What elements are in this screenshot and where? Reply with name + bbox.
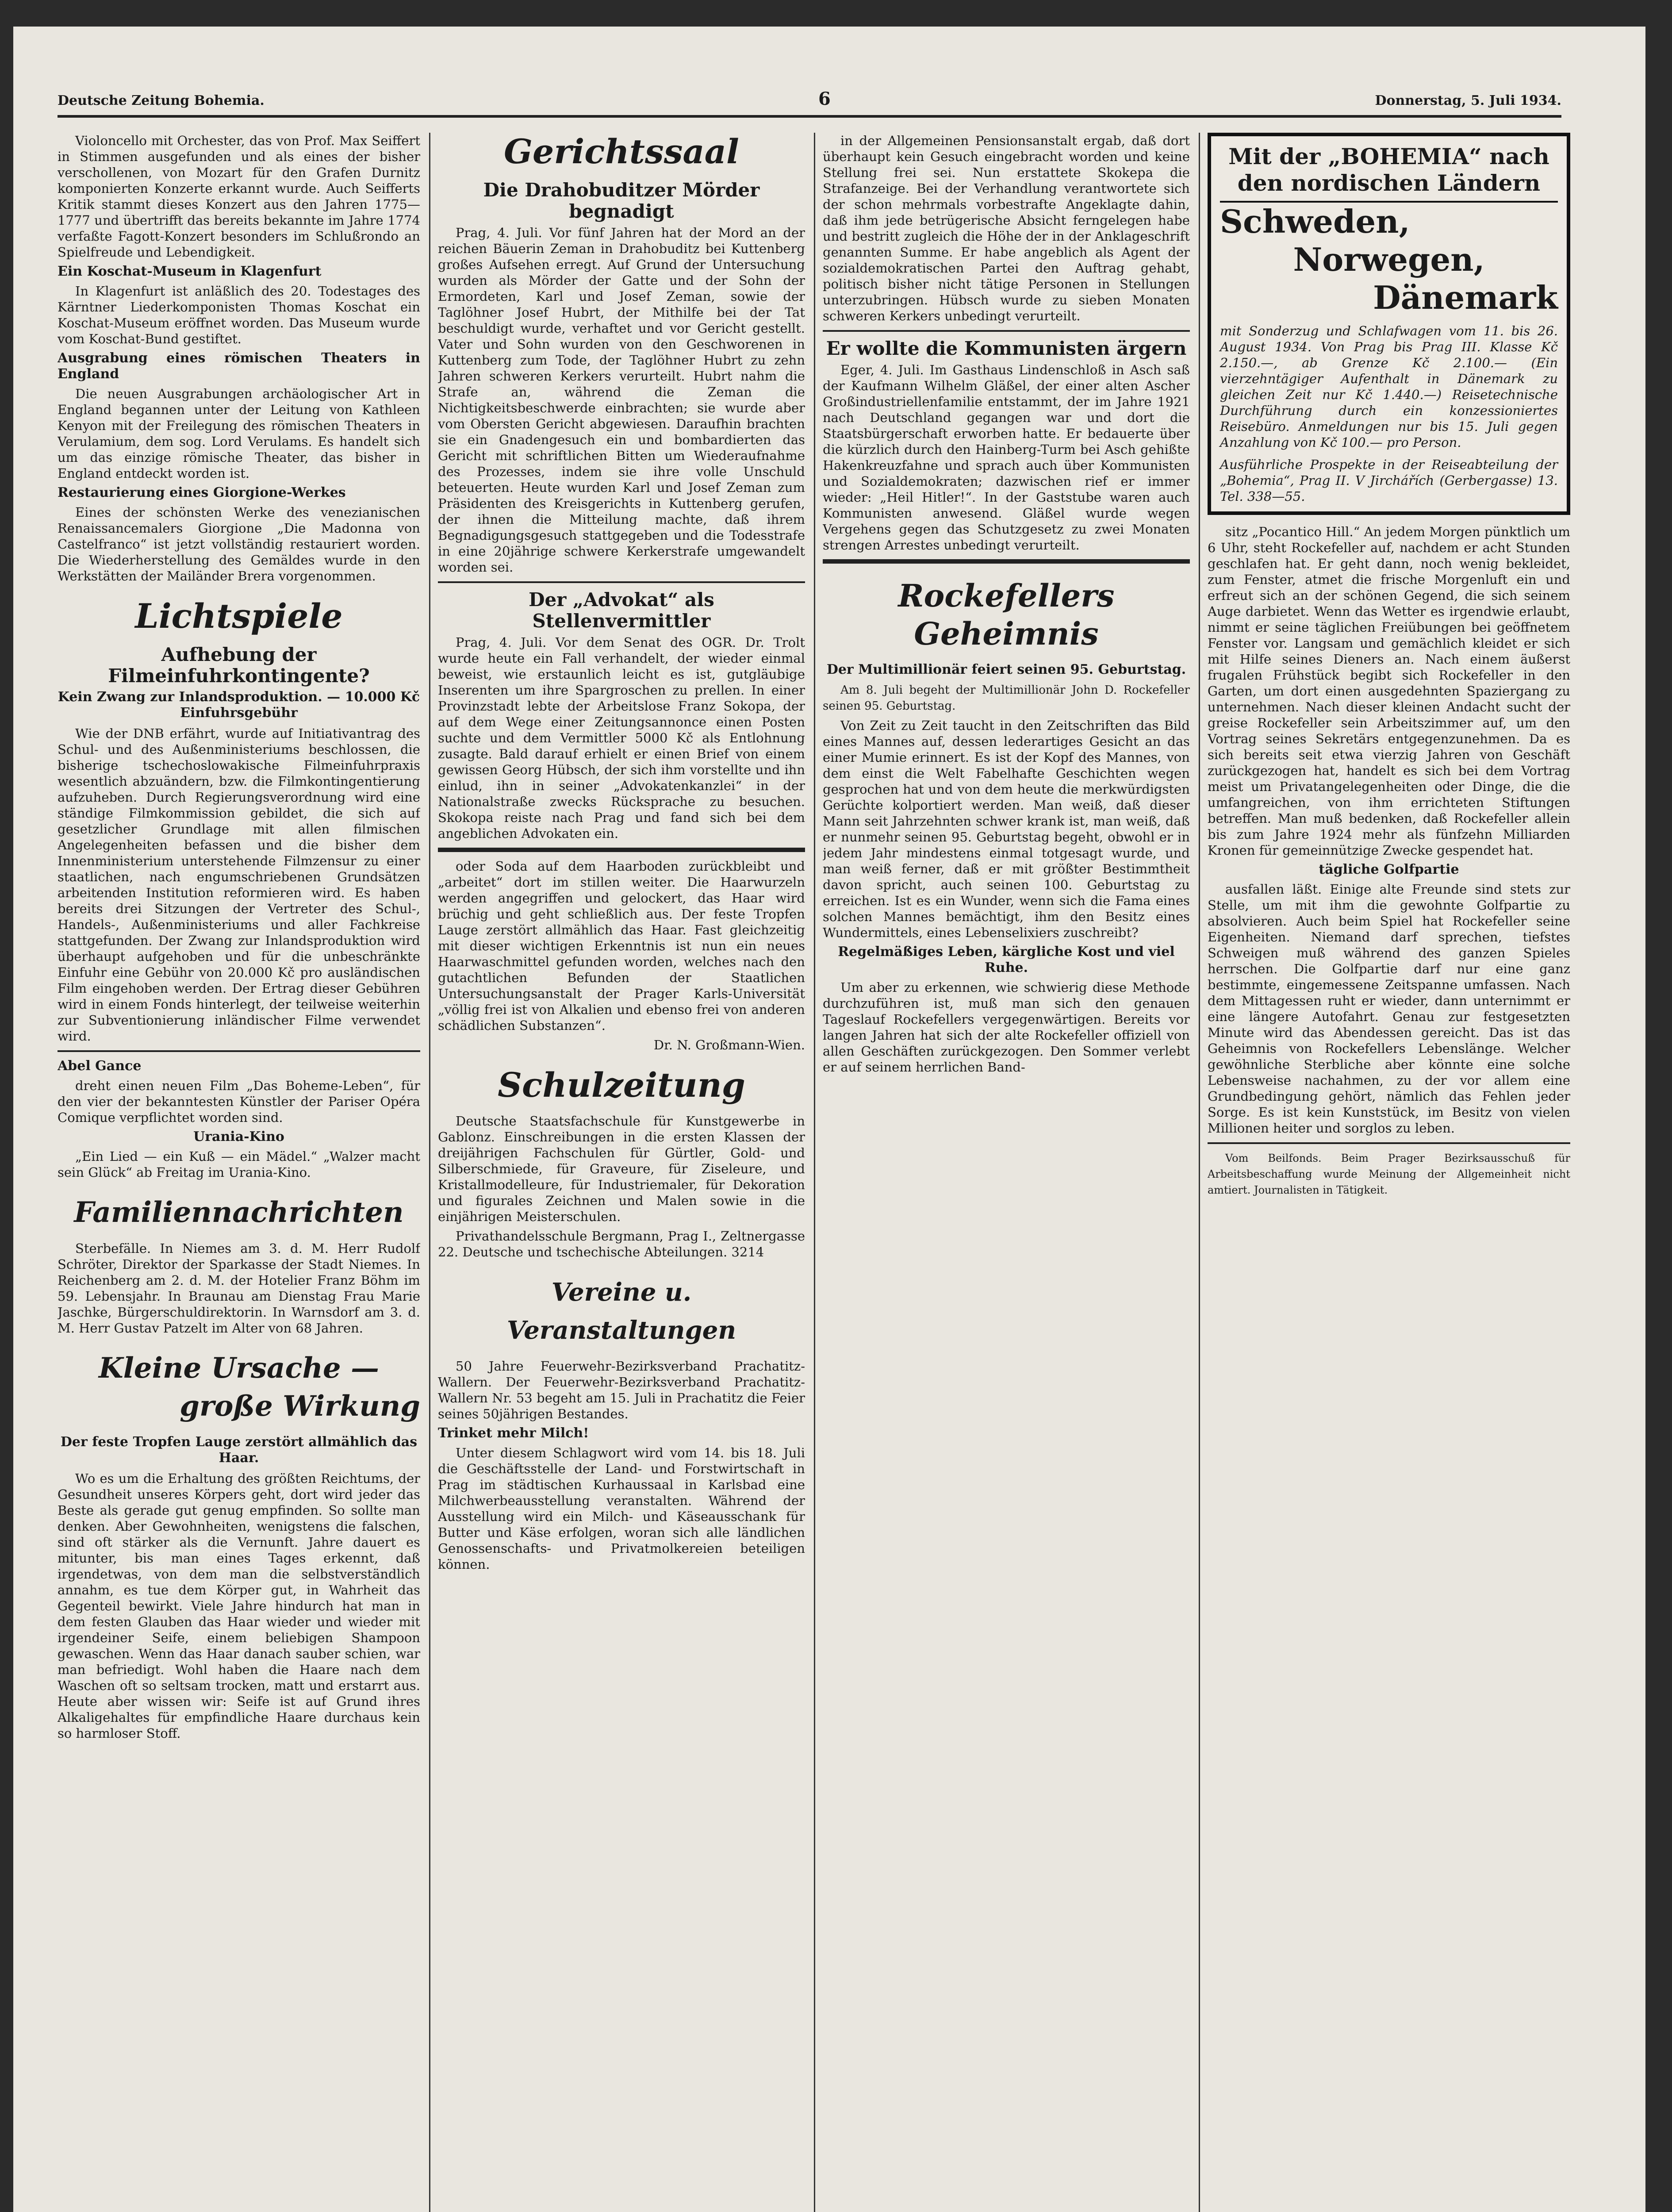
article-subtitle: Der feste Tropfen Lauge zerstört allmählich das Haar. <box>60 1434 418 1466</box>
article-title: Aufhebung der Filmeinfuhrkontingente? <box>108 644 370 687</box>
column-rule <box>429 133 430 2212</box>
news-text: „Ein Lied — ein Kuß — ein Mädel.“ „Walzer macht sein Glück“ ab Freitag im Urania-Kino. <box>58 1149 420 1180</box>
article-body: Prag, 4. Juli. Vor dem Senat des OGR. Dr. Trolt wurde heute ein Fall verhandelt, der wieder einmal beweist, wie erstaunlich leicht es ist, gutgläubige Inserenten um ihre Spargroschen zu prellen. In einer Provinzstadt lebte der Arbeitslose Franz Sokopa, der auf dem Wege einer Zeitungsannonce einen Posten suchte und dem Vermittler 5000 Kč als Entlohnung zusagte. Bald darauf erhielt er einen Brief von einem gewissen Georg Hübsch, der sich ihm vorstellte und ihn einlud, ihn in seiner „Advokatenkanzlei“ in der Nationalstraße zwecks Rücksprache zu besuchen. Skokopa reiste nach Prag und fand sich bei dem angeblichen Advokaten ein. <box>438 635 805 841</box>
column-rule <box>814 133 815 2212</box>
article-body: Deutsche Staatsfachschule für Kunstgewerbe in Gablonz. Einschreibungen in die ersten Klassen der dreijährigen Fachschulen für Gürtler, Gold- und Silberschmiede, für Graveure, für Ziseleure, und Kristallmodelleure, für Industriemaler, für Dekoration und figurales Zeichnen und Malen sowie in die einjährigen Meisterschulen. <box>438 1114 805 1224</box>
news-heading: Trinket mehr Milch! <box>438 1425 589 1441</box>
intro-text: Violoncello mit Orchester, das von Prof. Max Seiffert in Stimmen ausgefunden und als eines der bisher verschollenen, von Mozart für den Grafen Durnitz komponierten Konzerte erkannt wurde. Auch Seifferts Kritik stammt dieses Konzert aus den Jahren 1775—1777 und übertrifft das bereits bekannte im Jahre 1774 verfaßte Fagott-Konzert besonders im Schlußrondo an Spielfreude und Lebendigkeit. <box>58 133 420 260</box>
ad-body: mit Sonderzug und Schlafwagen vom 11. bis 26. August 1934. Von Prag bis Prag III. Klasse Kč 2.150.—, ab Grenze Kč 2.100.— (Ein vierzehntägiger Aufenthalt in Dänemark zu gleichen Zeit nur Kč 1.440.—) Reisetechnische Durchführung durch ein konzessioniertes Reisebüro. Anmeldungen nur bis 15. Juli gegen Anzahlung von Kč 100.— pro Person. <box>1220 323 1558 450</box>
article-body: Wo es um die Erhaltung des größten Reichtums, der Gesundheit unseres Körpers geht, dort wird jeder das Beste als gerade gut genug empfinden. So sollte man denken. Aber Gewohnheiten, wenigstens die falschen, sind oft stärker als die Vernunft. Jahre dauert es mitunter, bis man eines Tages erkennt, daß irgendetwas, von dem man die selbstverständlich annahm, es tue dem Körper gut, in Wahrheit das Gegenteil bewirkt. Viele Jahre hindurch hat man in dem festen Glauben das Haar wieder und wieder mit irgendeiner Seife, einem beliebigen Shampoon gewaschen. Wenn das Haar danach sauber schien, war man befriedigt. Wohl haben die Haare nach dem Waschen oft so seltsam trocken, matt und erstarrt aus. Heute aber wissen wir: Seife ist auf Grund ihres Alkaligehaltes für empfindliche Haare durchaus kein so harmloser Stoff. <box>58 1471 420 1741</box>
news-text: In Klagenfurt ist anläßlich des 20. Todestages des Kärntner Liederkomponisten Thomas Koschat ein Koschat-Museum eröffnet worden. Das Museum wurde vom Koschat-Bund gestiftet. <box>58 284 420 346</box>
article-body: sitz „Pocantico Hill.“ An jedem Morgen pünktlich um 6 Uhr, steht Rockefeller auf, nachdem er acht Stunden geschlafen hat. Er geht dann, noch wenig bekleidet, zum Fenster, atmet die frische Morgenluft ein und erfreut sich an der schönen Gegend, die sich seinem Auge darbietet. Wenn das Wetter es irgendwie erlaubt, nimmt er seine täglichen Freiübungen bei geöffnetem Fenster vor. Langsam und gemächlich kleidet er sich mit Hilfe seines Dieners an. Nach einem äußerst frugalen Frühstück begibt sich Rockefeller in den Garten, um dort einen ausgedehnten Spaziergang zu unternehmen. Nach dieser kleinen Andacht sucht der greise Rockefeller sein Arbeitszimmer auf, um den Vortrag seines Sekretärs entgegenzunehmen. Da es sich bereits seit etwa vierzig Jahren von Geschäft zurückgezogen hat, handelt es sich bei dem Vortrag meist um Privatangelegenheiten oder Dinge, die die umfangreichen, von ihm errichteten Stiftungen betreffen. Man muß bedenken, daß Rockefeller allein bis zum Jahre 1924 mehr als fünfzehn Milliarden Kronen für gemeinnützige Zwecke gespendet hat. <box>1208 524 1570 858</box>
divider <box>1208 1142 1570 1144</box>
article-body: in der Allgemeinen Pensionsanstalt ergab, daß dort überhaupt kein Gesuch eingebracht worden und keine Stellung frei sei. Nun erstattete Skokepa die Strafanzeige. Bei der Verhandlung verantwortete sich der schon mehrmals vorbestrafte Angeklagte dahin, daß ihm jede betrügerische Absicht ferngelegen habe und bestritt zugleich die Höhe der in der Anklageschrift genannten Summe. Er habe angeblich als Agent der sozialdemokratischen Partei den Auftrag gehabt, politisch bisher nicht tätige Personen in Stellungen unterzubringen. Hübsch wurde zu sieben Monaten schweren Kerkers unbedingt verurteilt. <box>823 133 1190 323</box>
news-text: Sterbefälle. In Niemes am 3. d. M. Herr Rudolf Schröter, Direktor der Sparkasse der Stadt Niemes. In Reichenberg am 2. d. M. der Hotelier Franz Böhm im 59. Lebensjahr. In Braunau am Dienstag Frau Marie Jaschke, Bürgerschuldirektorin. In Warnsdorf am 3. d. M. Herr Gustav Patzelt im Alter von 68 Jahren. <box>58 1241 420 1336</box>
column-1 <box>58 133 420 2212</box>
article-body: Privathandelsschule Bergmann, Prag I., Zeltnergasse 22. Deutsche und tschechische Abteilungen. 3214 <box>438 1229 805 1260</box>
column-4 <box>1208 133 1570 2212</box>
news-heading: Abel Gance <box>58 1058 142 1074</box>
article-body: Um aber zu erkennen, wie schwierig diese Methode durchzuführen ist, muß man sich den genauen Tageslauf Rockefellers vergegenwärtigen. Bereits vor langen Jahren hat sich der alte Rockefeller offiziell von allen Geschäften zurückgezogen. Den Sommer verlebt er auf seinem herrlichen Band- <box>823 980 1190 1075</box>
article-body: Wie der DNB erfährt, wurde auf Initiativantrag des Schul- und des Außenministeriums beschlossen, die bisherige tschechoslowakische Filmeinfuhrpraxis wesentlich abzuändern, bzw. die Filmkontingentierung aufzuheben. Durch Regierungsverordnung wird eine ständige Filmkommission gebildet, die sich auf gesetzlicher Grundlage mit allen filmischen Angelegenheiten befassen und die bisher dem Innenministerium unterstehende Filmzensur zu einer staatlichen, nach engumschriebenen Grundsätzen arbeitenden Institution reformieren wird. Es haben bereits drei Sitzungen der Vertreter des Schul-, Handels-, Außenministeriums und aller Fachkreise stattgefunden. Der Zwang zur Inlandsproduktion wird überhaupt aufgehoben und für die unbeschränkte Einfuhr eine Gebühr von 20.000 Kč pro ausländischen Film eingehoben werden. Der Ertrag dieser Gebühren wird in einem Fonds hinterlegt, der teilweise weiterhin zur Subventionierung inländischer Filme verwendet wird. <box>58 726 420 1044</box>
divider <box>438 581 805 583</box>
ad-country: Norwegen, <box>1293 241 1485 278</box>
section-heading: Kleine Ursache — <box>98 1352 380 1385</box>
column-2 <box>438 133 805 2212</box>
news-text: dreht einen neuen Film „Das Boheme-Leben“, für den vier der bekanntesten Künstler der Pariser Opéra Comique verpflichtet worden sind. <box>58 1078 420 1125</box>
section-heading: Schulzeitung <box>498 1065 745 1105</box>
news-heading: Urania-Kino <box>193 1129 284 1144</box>
masthead-name: Deutsche Zeitung Bohemia. <box>58 93 265 108</box>
article-title: Der „Advokat“ als Stellenvermittler <box>529 589 714 632</box>
article-subtitle: Der Multimillionär feiert seinen 95. Geburtstag. <box>826 662 1186 677</box>
ad-title: Mit der „BOHEMIA“ nach den nordischen Ländern <box>1220 143 1558 203</box>
page-number: 6 <box>818 88 831 109</box>
news-heading: tägliche Golfpartie <box>1319 862 1459 877</box>
issue-date: Donnerstag, 5. Juli 1934. <box>1375 93 1561 108</box>
article-body: Eger, 4. Juli. Im Gasthaus Lindenschloß in Asch saß der Kaufmann Wilhelm Gläßel, der einer alten Ascher Großindustriellenfamilie entstammt, der im Jahre 1921 nach Deutschland gegangen war und dort die Staatsbürgerschaft erworben hatte. Er bedauerte über die kürzlich durch den Hainberg-Turm bei Asch gehißte Hakenkreuzfahne und sprach auch über Kommunisten und Sozialdemokraten; dazwischen rief er immer wieder: „Heil Hitler!“. In der Gaststube waren auch Kommunisten anwesend. Gläßel wurde wegen Vergehens gegen das Schutzgesetz zu zwei Monaten strengen Arrestes unbedingt verurteilt. <box>823 362 1190 553</box>
section-heading: Familiennachrichten <box>74 1196 404 1229</box>
column-3 <box>823 133 1190 2212</box>
section-heading: Rockefellers Geheimnis <box>898 577 1115 652</box>
ad-country: Schweden, <box>1220 203 1410 240</box>
news-heading: Restaurierung eines Giorgione-Werkes <box>58 485 346 500</box>
news-text: Eines der schönsten Werke des venezianischen Renaissancemalers Giorgione „Die Madonna von Castelfranco“ ist jetzt vollständig restauriert worden. Die Wiederherstellung des Gemäldes wurde in den Werkstätten der Mailänder Brera vorgenommen. <box>58 505 420 584</box>
news-heading: Regelmäßiges Leben, kärgliche Kost und viel Ruhe. <box>838 944 1175 975</box>
article-subtitle: Kein Zwang zur Inlandsproduktion. — 10.000 Kč Einfuhrsgebühr <box>58 689 420 721</box>
ad-contact: Ausführliche Prospekte in der Reiseabteilung der „Bohemia“, Prag II. V Jirchářích (Gerbergasse) 13. Tel. 338—55. <box>1220 457 1558 504</box>
news-heading: Ausgrabung eines römischen Theaters in England <box>58 350 420 382</box>
footnote: Vom Beilfonds. Beim Prager Bezirksausschuß für Arbeitsbeschaffung wurde Meinung der Allgemeinheit nicht amtiert. Journalisten in Tätigkeit. <box>1208 1152 1570 1196</box>
article-lead: Am 8. Juli begeht der Multimillionär John D. Rockefeller seinen 95. Geburtstag. <box>823 684 1190 713</box>
news-heading: Ein Koschat-Museum in Klagenfurt <box>58 264 322 279</box>
article-body: Prag, 4. Juli. Vor fünf Jahren hat der Mord an der reichen Bäuerin Zeman in Drahobuditz bei Kuttenberg großes Aufsehen erregt. Auf Grund der Untersuchung wurden als Mörder der Gatte und der Sohn der Ermordeten, Karl und Josef Zeman, sowie der Taglöhner Josef Hubrt, der Mithilfe bei der Tat beschuldigt wurde, verhaftet und vor Gericht gestellt. Vater und Sohn wurden von den Geschworenen in Kuttenberg zum Tode, der Taglöhner Hubrt zu zehn Jahren schweren Kerkers verurteilt. Hubrt nahm die Strafe an, während die Zeman die Nichtigkeitsbeschwerde einbrachten; sie wurde aber vom Obersten Gericht abgewiesen. Daraufhin brachten sie ein Gnadengesuch ein und bombardierten das Gericht mit schriftlichen Bitten um Wiederaufnahme des Prozesses, indem sie ihre volle Unschuld beteuerten. Heute wurden Karl und Josef Zeman zum Präsidenten des Kreisgerichts in Kuttenberg gerufen, der ihnen die Mitteilung machte, daß ihrem Begnadigungsgesuch stattgegeben und die Todesstrafe in eine 20jährige schwere Kerkerstrafe umgewandelt worden sei. <box>438 225 805 575</box>
section-heading: große Wirkung <box>180 1390 420 1423</box>
section-heading: Vereine u. Veranstaltungen <box>506 1278 736 1345</box>
divider <box>438 848 805 852</box>
article-body: Von Zeit zu Zeit taucht in den Zeitschriften das Bild eines Mannes auf, dessen lederartiges Gesicht an das einer Mumie erinnert. Es ist der Kopf des Mannes, von dem einst die Welt Fabelhafte Geschichten wegen gesprochen hat und von dem heute die merkwürdigsten Gerüchte kolportiert werden. Man weiß, daß dieser Mann seit Jahrzehnten schwer krank ist, man weiß, daß er nunmehr seinen 95. Geburtstag begeht, obwohl er in jedem Jahr mindestens einmal totgesagt wurde, und man weiß ferner, daß er mit größter Bestimmtheit davon spricht, auch seinen 100. Geburtstag zu erreichen. Ist es ein Wunder, wenn sich die Fama eines solchen Mannes bemächtigt, ihm den Besitz eines Wundermittels, eines Lebenselixiers zuschreibt? <box>823 718 1190 940</box>
article-body: Unter diesem Schlagwort wird vom 14. bis 18. Juli die Geschäftsstelle der Land- und Forstwirtschaft in Prag im städtischen Kurhaussaal in Karlsbad eine Milchwerbeausstellung veranstalten. Während der Ausstellung wird ein Milch- und Käseausschank für Butter und Käse erfolgen, woran sich alle ländlichen Genossenschafts- und Privatmolkereien beteiligen können. <box>438 1445 805 1572</box>
article-body: 50 Jahre Feuerwehr-Bezirksverband Prachatitz-Wallern. Der Feuerwehr-Bezirksverband Prachatitz-Wallern Nr. 53 begeht am 15. Juli in Prachatitz die Feier seines 50jährigen Bestandes. <box>438 1359 805 1421</box>
article-title: Die Drahobuditzer Mörder begnadigt <box>483 179 760 222</box>
column-rule <box>1199 133 1200 2212</box>
page-header <box>58 84 1561 118</box>
divider <box>823 330 1190 332</box>
section-heading: Lichtspiele <box>135 596 343 636</box>
article-signature: Dr. N. Großmann-Wien. <box>653 1037 805 1052</box>
section-heading: Gerichtssaal <box>504 133 739 171</box>
news-text: Die neuen Ausgrabungen archäologischer Art in England begannen unter der Leitung von Kathleen Kenyon mit der Freilegung des römischen Theaters in Verulamium, dem sog. Lord Verulams. Es handelt sich um das einzige römische Theater, das bisher in England entdeckt worden ist. <box>58 386 420 481</box>
article-body: ausfallen läßt. Einige alte Freunde sind stets zur Stelle, um mit ihm die gewohnte Golfpartie zu absolvieren. Auch beim Spiel hat Rockefeller seine Eigenheiten. Niemand darf sprechen, tiefstes Schweigen muß während des ganzen Spieles herrschen. Die Golfpartie darf nur eine ganz bestimmte, eingemessene Zeitspanne umfassen. Nach dem Mittagessen ruht er wieder, dann unternimmt er eine längere Autofahrt. Genau zur festgesetzten Minute wird das Abendessen gereicht. Das ist das Geheimnis von Rockefellers Lebenslänge. Welcher gewöhnliche Sterbliche aber könnte eine solche Lebensweise nachahmen, zu der vor allem eine Grundbedingung gehört, nämlich das Fehlen jeder Sorge. Es ist kein Kunststück, im Besitz von vielen Millionen heiter und sorglos zu leben. <box>1208 882 1570 1136</box>
divider <box>58 1050 420 1052</box>
article-title: Er wollte die Kommunisten ärgern <box>826 338 1187 359</box>
ad-country: Dänemark <box>1373 279 1558 316</box>
divider <box>823 559 1190 564</box>
travel-advertisement <box>1208 133 1570 515</box>
article-body: oder Soda auf dem Haarboden zurückbleibt und „arbeitet“ dort im stillen weiter. Die Haarwurzeln werden angegriffen und gelockert, das Haar wird brüchig und geht schließlich aus. Der feste Tropfen Lauge zerstört allmählich das Haar. Fast gleichzeitig mit dieser wichtigen Erkenntnis ist nun ein neues Haarwaschmittel gefunden worden, welches nach den gutachtlichen Befunden der Staatlichen Untersuchungsanstalt der Prager Karls-Universität „völlig frei ist von Alkalien und ebenso frei von anderen schädlichen Substanzen“. <box>438 859 805 1033</box>
